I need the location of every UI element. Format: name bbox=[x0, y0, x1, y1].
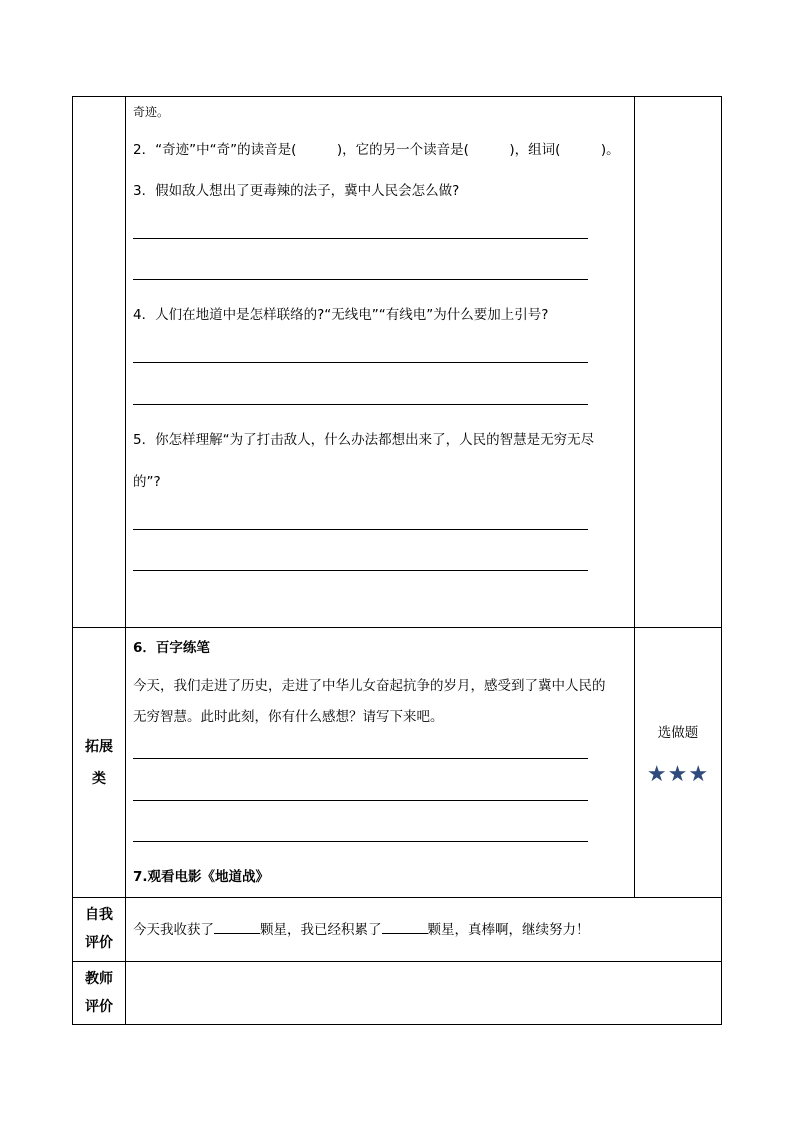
self-eval-text-part3: 颗星，真棒啊，继续努力！ bbox=[427, 922, 590, 938]
table-border-left bbox=[72, 96, 73, 1025]
table-border-right bbox=[721, 96, 722, 1025]
table-border-bottom bbox=[72, 1024, 722, 1025]
category-label-line1: 拓展 bbox=[85, 739, 113, 755]
self-eval-text bbox=[133, 921, 590, 939]
row-divider-1 bbox=[72, 627, 722, 628]
self-eval-label-line2: 评价 bbox=[85, 935, 113, 951]
star-rating: ★★★ bbox=[646, 762, 710, 787]
row-divider-2 bbox=[72, 897, 722, 898]
answer-line-q3-1[interactable] bbox=[133, 238, 588, 239]
answer-line-q5-2[interactable] bbox=[133, 570, 588, 571]
answer-line-q6-1[interactable] bbox=[133, 758, 588, 759]
question-7: 7.观看电影《地道战》 bbox=[133, 869, 270, 885]
answer-line-q4-1[interactable] bbox=[133, 362, 588, 363]
stars-accumulated-blank[interactable] bbox=[382, 921, 428, 934]
self-eval-text-part2: 颗星，我已经积累了 bbox=[260, 922, 382, 938]
category-label bbox=[73, 735, 125, 791]
optional-label: 选做题 bbox=[657, 725, 699, 741]
question-6-line2: 无穷智慧。此时此刻，你有什么感想？请写下来吧。 bbox=[133, 709, 444, 725]
question-2: 2．“奇迹”中“奇”的读音是( )，它的另一个读音是( )，组词( )。 bbox=[133, 142, 620, 158]
stars-earned-blank[interactable] bbox=[214, 921, 260, 934]
table-border-top bbox=[72, 96, 722, 97]
self-eval-label bbox=[73, 903, 125, 955]
question-6-line1: 今天，我们走进了历史，走进了中华儿女奋起抗争的岁月，感受到了冀中人民的 bbox=[133, 678, 606, 694]
question-4: 4．人们在地道中是怎样联络的?“无线电”“有线电”为什么要加上引号? bbox=[133, 307, 549, 323]
answer-line-q5-1[interactable] bbox=[133, 529, 588, 530]
question-6-title: 6．百字练笔 bbox=[133, 640, 210, 656]
self-eval-label-line1: 自我 bbox=[85, 907, 113, 923]
answer-line-q6-2[interactable] bbox=[133, 800, 588, 801]
answer-line-q3-2[interactable] bbox=[133, 279, 588, 280]
self-eval-text-part1: 今天我收获了 bbox=[133, 922, 214, 938]
question-5-line1: 5．你怎样理解“为了打击敌人，什么办法都想出来了，人民的智慧是无穷无尽 bbox=[133, 432, 595, 448]
teacher-eval-label-line1: 教师 bbox=[85, 971, 113, 987]
question-3: 3．假如敌人想出了更毒辣的法子，冀中人民会怎么做? bbox=[133, 183, 460, 199]
answer-line-q4-2[interactable] bbox=[133, 404, 588, 405]
question-5-line2: 的”? bbox=[133, 474, 161, 490]
teacher-eval-label-line2: 评价 bbox=[85, 999, 113, 1015]
teacher-eval-area[interactable] bbox=[126, 962, 721, 1024]
teacher-eval-label bbox=[73, 967, 125, 1019]
continued-text: 奇迹。 bbox=[133, 105, 170, 119]
category-label-line2: 类 bbox=[92, 771, 106, 787]
column-divider-left bbox=[125, 96, 126, 1025]
answer-line-q6-3[interactable] bbox=[133, 841, 588, 842]
